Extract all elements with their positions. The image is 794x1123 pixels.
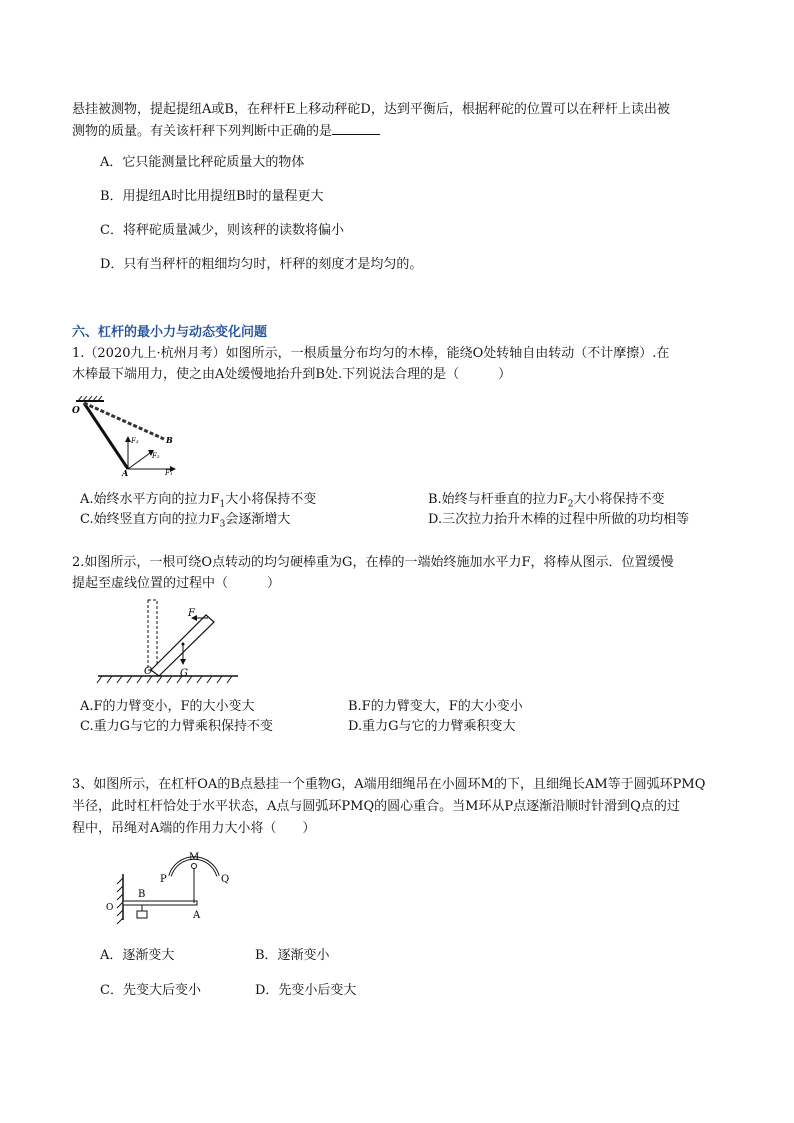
intro-line-2 [72, 122, 380, 142]
q1-option-c [80, 510, 290, 535]
q3-line-2: 半径，此时杠杆恰处于水平状态，A点与圆弧环PMQ的圆心重合。当M环从P点逐渐沿顺时针滑到Q点的过 [72, 799, 680, 814]
q1-lever-figure [70, 395, 180, 477]
q1-label-f1: F₁ [165, 469, 173, 477]
q1-ceiling-hatch [76, 396, 104, 401]
q1-option-c-sub: 3 [219, 519, 226, 530]
answer-blank [332, 122, 380, 135]
intro-option-b: B．用提纽A时比用提纽B时的量程更大 [100, 189, 324, 204]
intro-option-a: A．它只能测量比秤砣质量大的物体 [100, 155, 305, 170]
intro-line-1: 悬挂被测物，提起提纽A或B，在秤杆E上移动秤砣D，达到平衡后，根据秤砣的位置可以在秤杆上读出被 [72, 102, 670, 117]
q3-option-b: B．逐渐变小 [255, 948, 330, 963]
q1-label-f3: F₃ [131, 437, 139, 445]
q1-option-a-text: A.始终水平方向的拉力F [80, 492, 220, 507]
q1-label-a: A [122, 468, 129, 477]
q3-label-q: Q [221, 874, 230, 885]
intro-line-2-text: 测物的质量。有关该杆秤下列判断中正确的是 [72, 124, 333, 139]
section-title: 六、杠杆的最小力与动态变化问题 [72, 325, 268, 340]
q3-line-3: 程中，吊绳对A端的作用力大小将（ ） [72, 821, 316, 836]
q2-label-o: O [144, 666, 153, 677]
q1-label-f2: F₂ [152, 452, 160, 460]
q3-lever-oa [123, 901, 197, 905]
q2-label-g: G [180, 668, 188, 679]
q2-line-1: 2.如图所示，一根可绕O点转动的均匀硬棒重为G，在棒的一端始终施加水平力F，将棒从图示．位置缓慢 [72, 555, 674, 570]
q2-rod-figure [96, 598, 240, 684]
q3-label-o: O [106, 903, 114, 913]
q1-label-o: O [72, 406, 80, 416]
q1-option-d: D.三次拉力抬升木棒的过程中所做的功均相等 [428, 512, 690, 527]
q2-rod-dashed [148, 600, 157, 670]
q3-option-c: C．先变大后变小 [100, 983, 201, 998]
intro-option-d: D．只有当秤杆的粗细均匀时，杆秤的刻度才是均匀的。 [100, 257, 423, 272]
q3-wall-hatch [117, 878, 123, 924]
q3-weight-g [137, 911, 147, 918]
q1-line-1: 1.（2020九上·杭州月考）如图所示，一根质量分布均匀的木棒，能绕O处转轴自由转动（不计摩擦）.在 [72, 346, 670, 361]
q3-label-b: B [138, 889, 146, 900]
q2-line-2: 提起至虚线位置的过程中（ ） [72, 576, 281, 591]
q1-option-b-sub: 2 [567, 499, 574, 510]
q3-label-p: P [160, 874, 167, 885]
q2-option-a: A.F的力臂变小，F的大小变大 [80, 699, 255, 714]
intro-option-c: C．将秤砣质量减少，则该秤的读数将偏小 [100, 223, 344, 238]
q2-label-f: F [188, 608, 195, 619]
q3-option-a: A．逐渐变大 [100, 948, 175, 963]
q2-option-b: B.F的力臂变大，F的大小变小 [348, 699, 523, 714]
q1-option-b-text-2: 大小将保持不变 [573, 492, 665, 507]
q1-option-a-sub: 1 [219, 499, 226, 510]
q3-label-m: M [189, 852, 200, 863]
q3-option-d: D．先变小后变大 [255, 983, 357, 998]
q2-option-d: D.重力G与它的力臂乘积变大 [348, 719, 516, 734]
q1-label-b: B [166, 435, 173, 445]
q3-ring-m [192, 864, 197, 869]
q2-option-c: C.重力G与它的力臂乘积保持不变 [80, 719, 274, 734]
q1-option-b-text: B.始终与杆垂直的拉力F [428, 492, 568, 507]
q1-option-a-text-2: 大小将保持不变 [225, 492, 317, 507]
q1-line-2: 木棒最下端用力，使之由A处缓慢地抬升到B处.下列说法合理的是（ ） [72, 367, 512, 382]
q1-option-c-text: C.始终竖直方向的拉力F [80, 512, 220, 527]
q3-label-a: A [193, 910, 201, 921]
q3-line-1: 3、如图所示，在杠杆OA的B点悬挂一个重物G，A端用细绳吊在小圆环M的下，且细绳长AM等于圆弧环PMQ [72, 777, 706, 792]
q1-f2-arrow [128, 453, 150, 469]
q2-ground-hatch [97, 676, 232, 683]
q3-lever-figure [98, 848, 248, 928]
q1-option-c-text-2: 会逐渐增大 [225, 512, 291, 527]
